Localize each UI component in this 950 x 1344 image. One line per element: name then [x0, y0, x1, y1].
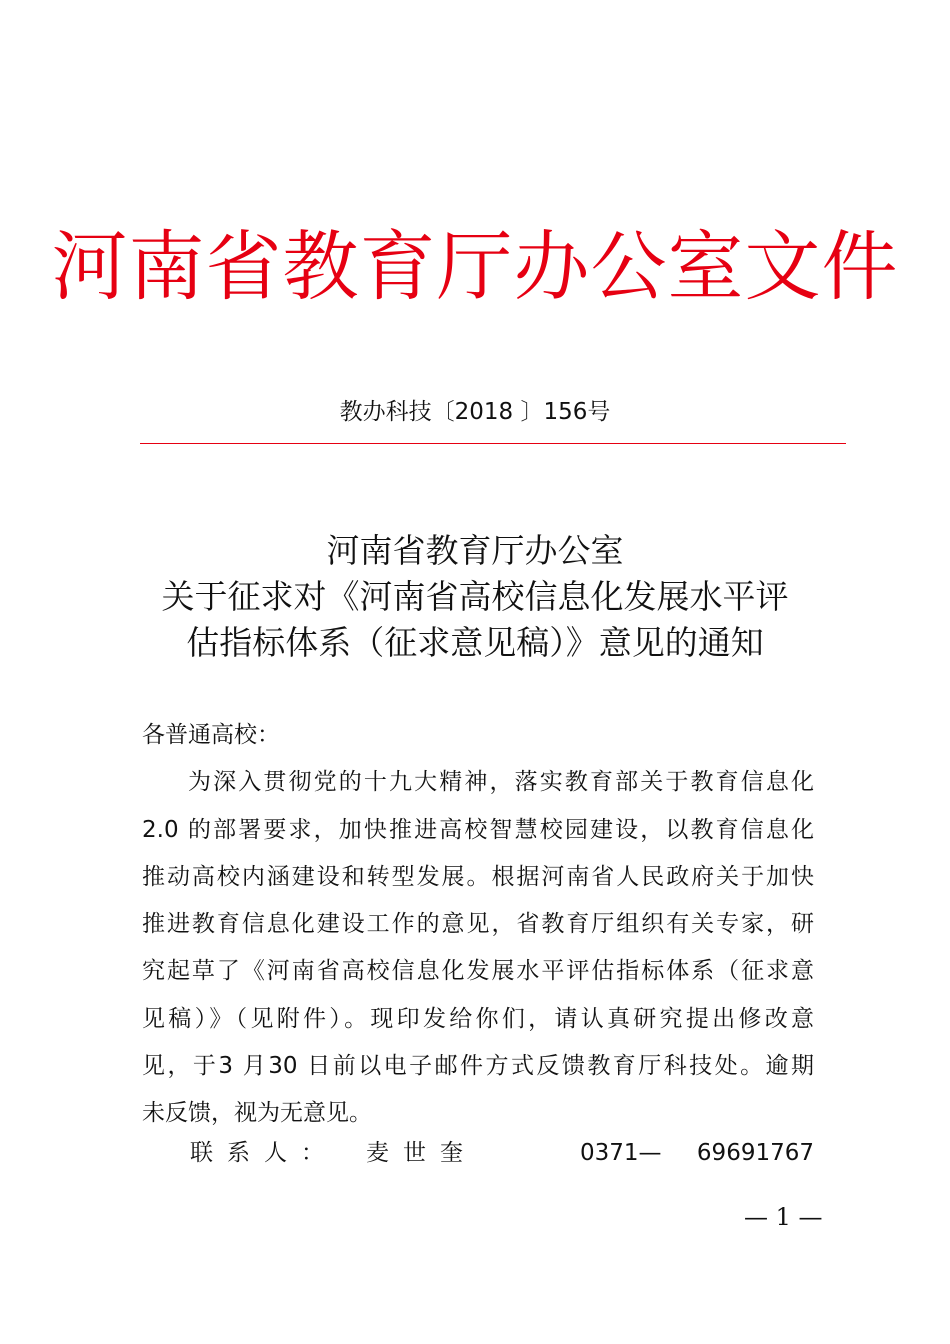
notice-title — [0, 528, 950, 666]
notice-title-line: 河南省教育厅办公室 — [326, 531, 624, 570]
contact-phone: 69691767 — [696, 1140, 814, 1166]
document-header-title: 河南省教育厅办公室文件 — [51, 222, 899, 311]
header-divider — [140, 443, 846, 444]
body-line: 推动高校内涵建设和转型发展。根据河南省人民政府关于加快 — [142, 863, 814, 890]
contact-area-code: 0371— — [580, 1140, 662, 1166]
body-line: 见稿）》（见附件）。现印发给你们，请认真研究提出修改意 — [142, 1005, 814, 1032]
body-line: 未反馈，视为无意见。 — [142, 1100, 372, 1127]
contact-name: 麦世奎 — [366, 1140, 477, 1166]
contact-label: 联系人： — [190, 1140, 338, 1166]
contact-info — [190, 1136, 814, 1170]
body-line: 为深入贯彻党的十九大精神，落实教育部关于教育信息化 — [188, 769, 814, 796]
body-line: 2.0 的部署要求，加快推进高校智慧校园建设，以教育信息化 — [142, 816, 814, 843]
body-line: 推进教育信息化建设工作的意见，省教育厅组织有关专家，研 — [142, 911, 814, 938]
notice-title-line: 估指标体系（征求意见稿）》意见的通知 — [186, 623, 764, 662]
document-number: 教办科技〔2018 〕156号 — [339, 399, 611, 425]
page-number: — 1 — — [744, 1203, 823, 1231]
notice-title-line: 关于征求对《河南省高校信息化发展水平评 — [161, 577, 789, 616]
body-line: 见，于3 月30 日前以电子邮件方式反馈教育厅科技处。逾期 — [142, 1053, 814, 1080]
salutation: 各普通高校： — [142, 722, 280, 748]
body-line: 究起草了《河南省高校信息化发展水平评估指标体系（征求意 — [142, 958, 814, 985]
notice-body — [142, 712, 814, 1138]
